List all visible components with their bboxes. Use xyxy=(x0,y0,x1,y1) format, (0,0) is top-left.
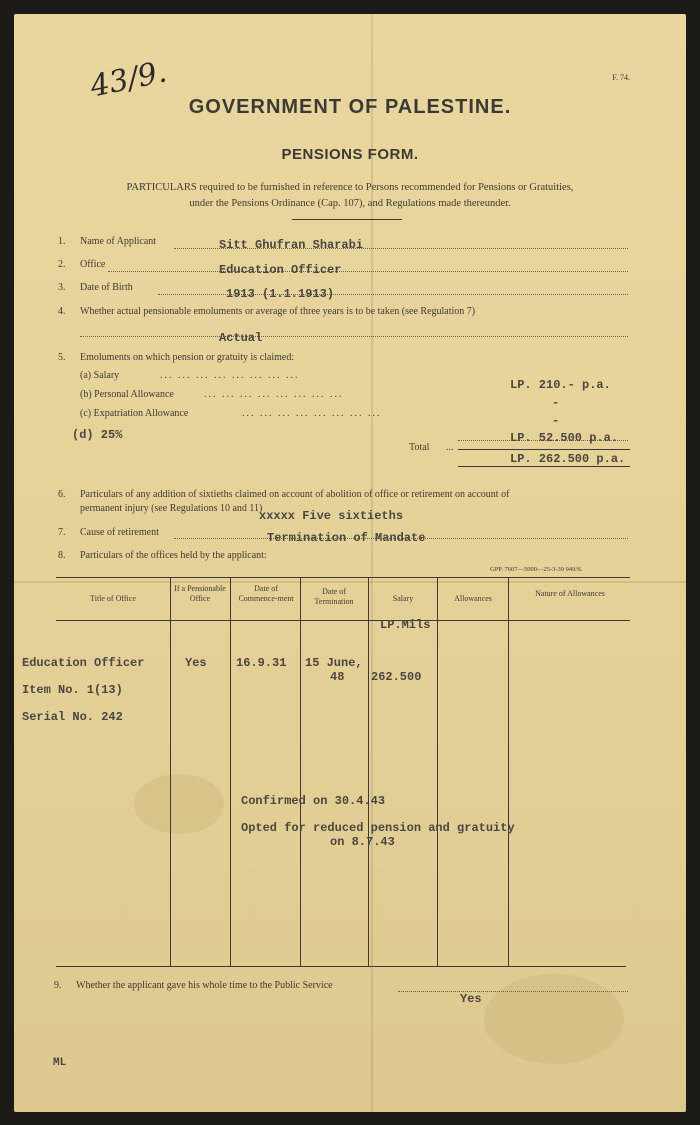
expatriation-allowance-label: (c) Expatriation Allowance xyxy=(80,408,189,419)
name-of-applicant-label: Name of Applicant xyxy=(80,236,157,247)
table-column-rule xyxy=(230,577,231,966)
col-title-of-office: Title of Office xyxy=(90,594,136,603)
office-title: Education Officer xyxy=(22,656,145,670)
initials: ML xyxy=(53,1057,67,1069)
form-subtitle: PENSIONS FORM. xyxy=(281,146,419,163)
whole-time-label: Whether the applicant gave his whole time to the Public Service xyxy=(76,980,333,991)
total-value: LP. 262.500 p.a. xyxy=(510,452,626,466)
pension-option-date: on 8.7.43 xyxy=(330,835,395,849)
dot-leader: ... ... ... ... ... ... ... ... xyxy=(242,408,382,419)
percentage-allowance-value: LP. 52.500 p.a. xyxy=(510,431,619,445)
field-number: 2. xyxy=(58,259,66,270)
table-bottom-rule xyxy=(56,966,626,967)
paper-stain xyxy=(484,974,624,1064)
cause-of-retirement-value: Termination of Mandate xyxy=(267,531,426,545)
table-header-rule xyxy=(56,620,630,621)
dotted-line xyxy=(398,991,628,992)
dot-leader: ... ... ... ... ... ... ... ... xyxy=(160,370,300,381)
personal-allowance-value: - xyxy=(552,396,560,410)
salary-label: (a) Salary xyxy=(80,370,120,381)
offices-held-label: Particulars of the offices held by the applicant: xyxy=(80,550,267,561)
termination-year: 48 xyxy=(330,670,345,684)
whole-time-value: Yes xyxy=(460,992,482,1006)
table-column-rule xyxy=(508,577,509,966)
salary-unit: LP.Mils xyxy=(380,618,431,632)
salary-value: LP. 210.- p.a. xyxy=(510,378,611,392)
total-rule xyxy=(458,466,630,467)
name-of-applicant-value: Sitt Ghufran Sharabi xyxy=(219,238,364,252)
commencement-date: 16.9.31 xyxy=(236,656,287,670)
form-intro xyxy=(54,180,646,212)
percentage-allowance-label: (d) 25% xyxy=(72,428,123,442)
dotted-line xyxy=(108,271,628,272)
col-date-termination: Date of Termination xyxy=(314,587,354,606)
personal-allowance-label: (b) Personal Allowance xyxy=(80,389,174,400)
table-column-rule xyxy=(437,577,438,966)
emoluments-basis-value: Actual xyxy=(219,331,263,345)
paper-fold-vertical xyxy=(371,14,373,1112)
confirmation-note: Confirmed on 30.4.43 xyxy=(241,794,386,808)
date-of-birth-value: 1913 (1.1.1913) xyxy=(226,287,335,301)
field-number: 5. xyxy=(58,352,66,363)
intro-line: under the Pensions Ordinance (Cap. 107), and Regulations made thereunder. xyxy=(189,198,511,209)
paper-stain xyxy=(134,774,224,834)
document-title: GOVERNMENT OF PALESTINE. xyxy=(188,96,512,118)
printer-reference: GPP. 7607—5000—25-3-39 949/S. xyxy=(490,566,583,573)
table-column-rule xyxy=(170,577,171,966)
cause-of-retirement-label: Cause of retirement xyxy=(80,527,159,538)
col-allowances: Allowances xyxy=(454,594,492,603)
expatriation-allowance-value: - xyxy=(552,414,560,428)
date-of-birth-label: Date of Birth xyxy=(80,282,133,293)
field-number: 3. xyxy=(58,282,66,293)
title-rule xyxy=(292,219,402,220)
intro-line: PARTICULARS required to be furnished in reference to Persons recommended for Pensions or Gratuities, xyxy=(126,182,574,193)
field-number: 7. xyxy=(58,527,66,538)
office-item-number: Item No. 1(13) xyxy=(22,683,123,697)
total-label: Total xyxy=(409,442,430,453)
sixtieths-value: xxxxx Five sixtieths xyxy=(259,509,404,523)
table-column-rule xyxy=(300,577,301,966)
handwritten-number: 43/9. xyxy=(87,54,170,105)
pensions-form-page xyxy=(14,14,686,1112)
emoluments-label: Emoluments on which pension or gratuity is claimed: xyxy=(80,352,295,363)
sixtieths-label-continued: permanent injury (see Regulations 10 and 11) xyxy=(80,503,263,514)
field-number: 1. xyxy=(58,236,66,247)
total-rule xyxy=(458,449,630,450)
field-number: 4. xyxy=(58,306,66,317)
pensionable-value: Yes xyxy=(185,656,207,670)
sixtieths-label: Particulars of any addition of sixtieths claimed on account of abolition of office or retirement on account of xyxy=(80,489,510,500)
table-top-rule xyxy=(56,577,630,578)
dotted-line xyxy=(80,336,628,337)
pension-option-note: Opted for reduced pension and gratuity xyxy=(241,821,515,835)
col-date-commencement: Date of Commence-ment xyxy=(238,584,294,603)
office-label: Office xyxy=(80,259,106,270)
field-number: 8. xyxy=(58,550,66,561)
dot-leader: ... xyxy=(446,442,454,453)
col-nature-of-allowances: Nature of Allowances xyxy=(535,589,605,598)
termination-date: 15 June, xyxy=(305,656,363,670)
paper-fold-horizontal xyxy=(14,581,686,583)
office-value: Education Officer xyxy=(219,263,342,277)
salary-amount: 262.500 xyxy=(371,670,422,684)
emoluments-basis-label: Whether actual pensionable emoluments or average of three years is to be taken (see Regulation 7) xyxy=(80,306,476,317)
office-serial-number: Serial No. 242 xyxy=(22,710,123,724)
col-pensionable-office: If a Pensionable Office xyxy=(174,584,226,603)
table-column-rule xyxy=(368,577,369,966)
field-number: 9. xyxy=(54,980,62,991)
field-number: 6. xyxy=(58,489,66,500)
dot-leader: ... ... ... ... ... ... ... ... xyxy=(204,389,344,400)
form-reference: F. 74. xyxy=(612,73,630,82)
col-salary: Salary xyxy=(392,594,414,603)
